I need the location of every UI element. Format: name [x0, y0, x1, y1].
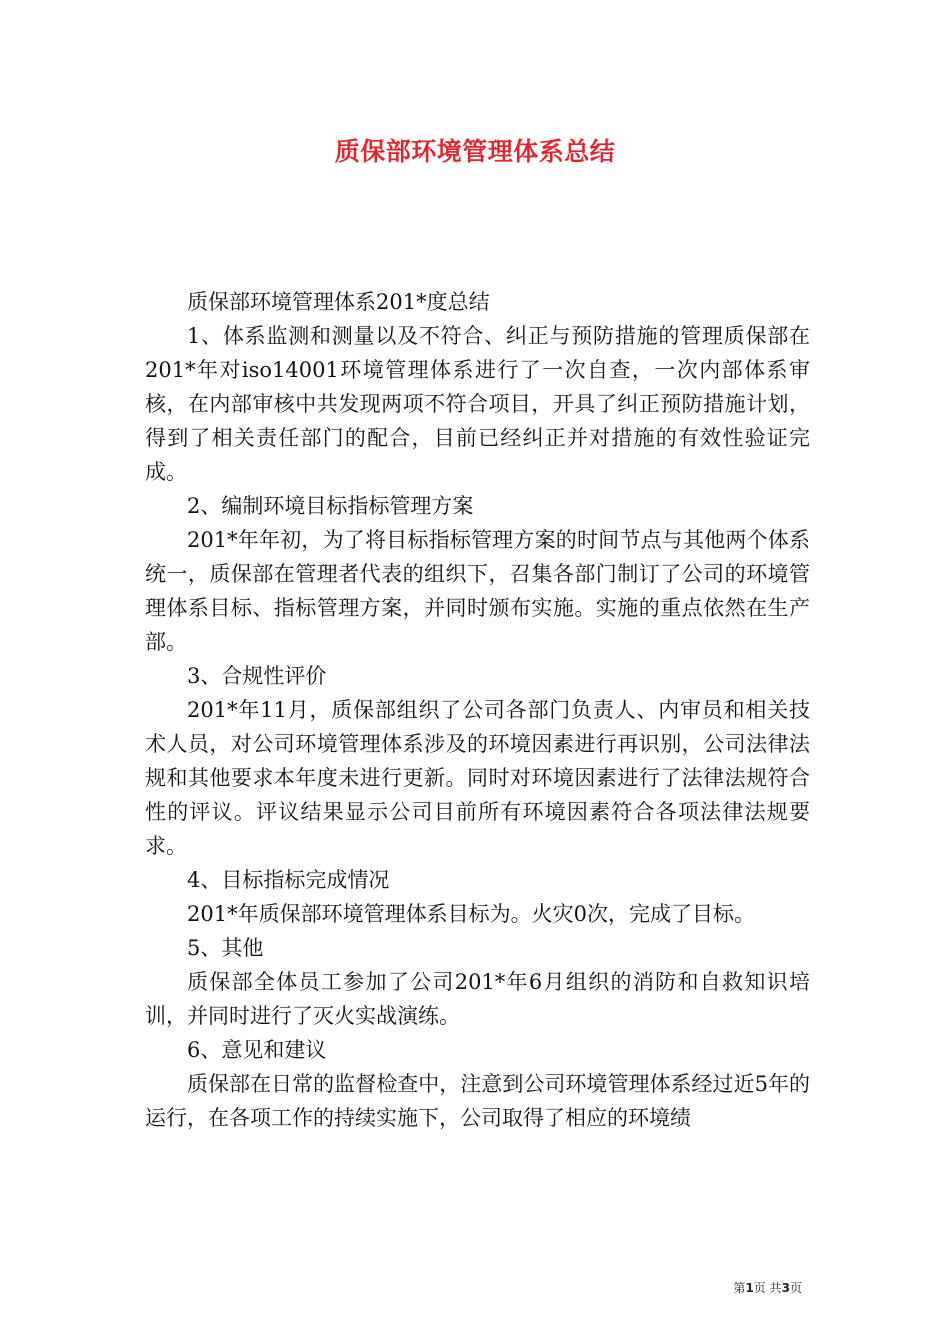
page-number-footer [733, 1279, 802, 1296]
section-1-paragraph: 1、体系监测和测量以及不符合、纠正与预防措施的管理质保部在201*年对iso14001环境管理体系进行了一次自查，一次内部体系审核，在内部审核中共发现两项不符合项目，开具了纠正预防措施计划，得到了相关责任部门的配合，目前已经纠正并对措施的有效性验证完成。 [145, 324, 810, 484]
section-2-paragraph: 201*年年初，为了将目标指标管理方案的时间节点与其他两个体系统一，质保部在管理者代表的组织下，召集各部门制订了公司的环境管理体系目标、指标管理方案，并同时颁布实施。实施的重点依然在生产部。 [145, 528, 810, 654]
footer-suffix: 页 [789, 1281, 802, 1295]
section-3-heading: 3、合规性评价 [187, 664, 327, 688]
section-5-heading: 5、其他 [187, 936, 264, 960]
section-4-paragraph: 201*年质保部环境管理体系目标为。火灾0次，完成了目标。 [187, 902, 755, 926]
document-body [145, 285, 810, 1135]
section-5-paragraph: 质保部全体员工参加了公司201*年6月组织的消防和自救知识培训，并同时进行了灭火实战演练。 [145, 970, 810, 1028]
document-subtitle: 质保部环境管理体系201*度总结 [187, 290, 490, 314]
section-4-heading: 4、目标指标完成情况 [187, 868, 390, 892]
section-6-paragraph: 质保部在日常的监督检查中，注意到公司环境管理体系经过近5年的运行，在各项工作的持续实施下，公司取得了相应的环境绩 [145, 1072, 810, 1130]
section-3-paragraph: 201*年11月，质保部组织了公司各部门负责人、内审员和相关技术人员，对公司环境管理体系涉及的环境因素进行再识别，公司法律法规和其他要求本年度未进行更新。同时对环境因素进行了法律法规符合性的评议。评议结果显示公司目前所有环境因素符合各项法律法规要求。 [145, 698, 810, 858]
footer-total-pages: 3 [781, 1281, 790, 1295]
section-6-heading: 6、意见和建议 [187, 1038, 327, 1062]
footer-middle: 页 共 [753, 1281, 782, 1295]
document-title: 质保部环境管理体系总结 [334, 137, 616, 166]
footer-prefix: 第 [733, 1281, 746, 1295]
section-2-heading: 2、编制环境目标指标管理方案 [187, 494, 474, 518]
footer-current-page: 1 [745, 1281, 754, 1295]
